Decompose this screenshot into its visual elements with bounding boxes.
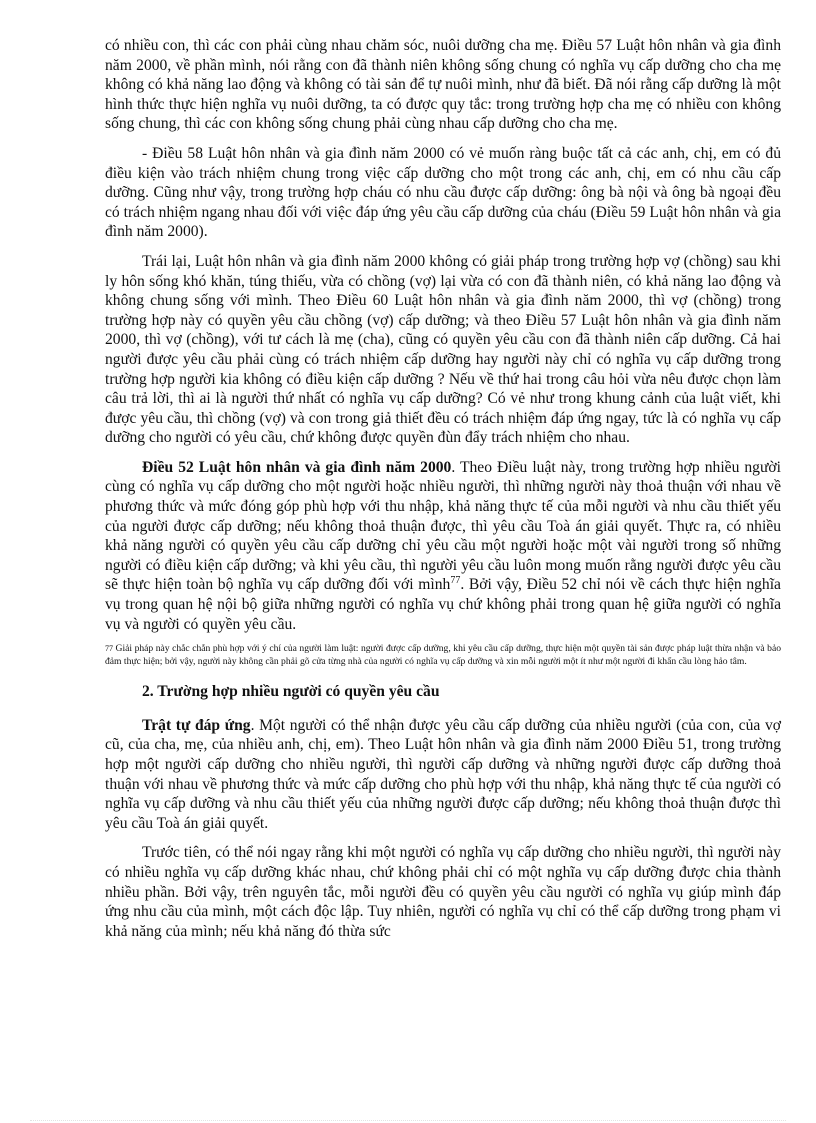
paragraph-6: Trước tiên, có thể nói ngay rằng khi một người có nghĩa vụ cấp dưỡng cho nhiều người, thì người này có nhiều nghĩa vụ cấp dưỡng khác nhau, chứ không phải chỉ có một nghĩa vụ cấp dưỡng được chia thành nhiều phần. Bởi vậy, trên nguyên tắc, mỗi người đều có quyền yêu cầu người có nghĩa vụ giúp mình đáp ứng nhu cầu của mình, một cách độc lập. Tuy nhiên, người có nghĩa vụ chỉ có thể cấp dưỡng trong phạm vi khả năng của mình; nếu khả năng đó thừa sức [105, 844, 781, 940]
paragraph-4-body: . Theo Điều luật này, trong trường hợp nhiều người cùng có nghĩa vụ cấp dưỡng cho một người hoặc nhiều người, thì những người này thoả thuận với nhau về phương thức và mức đóng góp phù hợp với thu nhập, khả năng thực tế của mỗi người và nhu cầu thiết yếu của người được cấp dưỡng; nếu không thoả thuận được, thì yêu cầu Toà án giải quyết. Thực ra, có nhiều khả năng người có quyền yêu cầu cấp dưỡng chỉ yêu cầu một người hoặc một vài người trong số những người có điều kiện cấp dưỡng; và khi yêu cầu, thì người yêu cầu luôn mong muốn rằng người được yêu cầu sẽ thực hiện toàn bộ nghĩa vụ cấp dưỡng đối với mình [105, 458, 781, 594]
article-52-title: Điều 52 Luật hôn nhân và gia đình năm 2000 [142, 458, 452, 476]
document-page [105, 36, 781, 951]
paragraph-4 [105, 458, 781, 634]
footnote-text: Giải pháp này chắc chắn phù hợp với ý chí của người làm luật: người được cấp dưỡng, khi yêu cầu cấp dưỡng, thực hiện một quyền tài sản được pháp luật thừa nhận và bảo đảm thực hiện; bởi vậy, người này không cần phải gõ cửa từng nhà của người có nghĩa vụ cấp dưỡng và xin mỗi người một ít như một người đi khẩn cầu lòng hảo tâm. [105, 643, 781, 668]
paragraph-1: có nhiều con, thì các con phải cùng nhau chăm sóc, nuôi dưỡng cha mẹ. Điều 57 Luật hôn nhân và gia đình năm 2000, về phần mình, nói rằng con đã thành niên không sống chung có nghĩa vụ cấp dưỡng cho cha mẹ không có khả năng lao động và không có tài sản để tự nuôi mình, như đã biết. Đã nói rằng cấp dưỡng là một hình thức thực hiện nghĩa vụ nuôi dưỡng, ta có được quy tắc: trong trường hợp cha mẹ có nhiều con không sống chung, thì các con không sống chung phải cùng nhau cấp dưỡng cho cha mẹ. [105, 37, 781, 133]
page-bottom-divider [30, 1120, 786, 1121]
paragraph-5-body: . Một người có thể nhận được yêu cầu cấp dưỡng của nhiều người (của con, của vợ cũ, của cha, mẹ, của nhiều anh, chị, em). Theo Luật hôn nhân và gia đình năm 2000 Điều 51, trong trường hợp một người cấp dưỡng cho nhiều người, thì người cấp dưỡng và những người được cấp dưỡng thoả thuận với nhau về phương thức và mức cấp dưỡng cho phù hợp với thu nhập, khả năng thực tế của người có nghĩa vụ cấp dưỡng và nhu cầu thiết yếu của những người được cấp dưỡng; nếu không thoả thuận được thì yêu cầu Toà án giải quyết. [105, 716, 781, 832]
section-heading: 2. Trường hợp nhiều người có quyền yêu cầu [142, 683, 440, 701]
footnote-ref-77[interactable]: 77 [450, 575, 461, 587]
footnote-77 [105, 642, 781, 668]
footnote-number: 77 [105, 644, 113, 654]
paragraph-2: - Điều 58 Luật hôn nhân và gia đình năm 2000 có vẻ muốn ràng buộc tất cả các anh, chị, em có đủ điều kiện vào trách nhiệm chung trong việc cấp dưỡng cho một trong các anh, chị, em có nhu cầu cấp dưỡng. Cũng như vậy, trong trường hợp cháu có nhu cầu được cấp dưỡng: ông bà nội và ông bà ngoại đều có trách nhiệm ngang nhau đối với việc đáp ứng yêu cầu cấp dưỡng của cháu (Điều 59 Luật hôn nhân và gia đình năm 2000). [105, 144, 781, 241]
paragraph-3: Trái lại, Luật hôn nhân và gia đình năm 2000 không có giải pháp trong trường hợp vợ (chồng) sau khi ly hôn sống khó khăn, túng thiếu, vừa có chồng (vợ) lại vừa có con đã thành niên, có khả năng lao động và không chung sống với mình. Theo Điều 60 Luật hôn nhân và gia đình năm 2000, thì vợ (chồng) trong trường hợp này có quyền yêu cầu chồng (vợ) cấp dưỡng; và theo Điều 57 Luật hôn nhân và gia đình năm 2000, thì vợ (chồng), với tư cách là mẹ (cha), cũng có quyền yêu cầu con đã thành niên cấp dưỡng. Cả hai người được yêu cầu phải cùng có trách nhiệm cấp dưỡng hay người này chỉ có nghĩa vụ cấp dưỡng trong trường hợp người kia không có điều kiện cấp dưỡng ? Nếu về thứ hai trong câu hỏi vừa nêu được chọn làm câu trả lời, thì ai là người thứ nhất có nghĩa vụ cấp dưỡng? Có vẻ như trong khung cảnh của luật viết, khi được yêu cầu, thì chồng (vợ) và con trong giả thiết đều có trách nhiệm đáp ứng ngay, tức là có nghĩa vụ cấp dưỡng cho người có yêu cầu, chứ không được quyền đùn đẩy trách nhiệm cho nhau. [105, 252, 781, 447]
order-of-response-title: Trật tự đáp ứng [142, 716, 251, 734]
paragraph-4-tail: . Bởi vậy, Điều 52 chỉ nói về cách thực hiện nghĩa vụ trong quan hệ nội bộ giữa những người có nghĩa vụ chứ không phải trong quan hệ giữa người có nghĩa vụ và người có quyền yêu cầu. [105, 576, 781, 633]
paragraph-5 [105, 716, 781, 834]
